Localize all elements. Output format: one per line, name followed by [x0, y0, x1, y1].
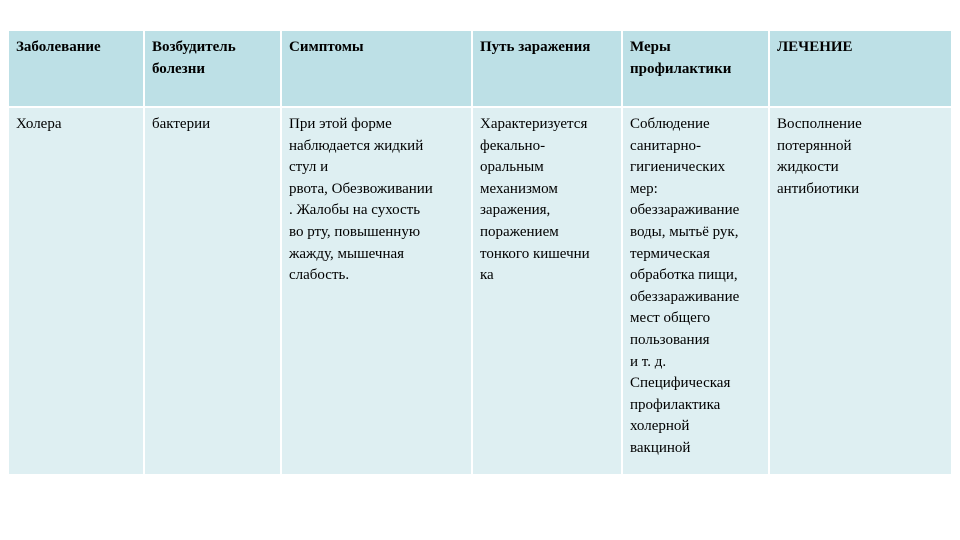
header-treatment: ЛЕЧЕНИЕ: [769, 31, 951, 107]
header-prevention: Меры профилактики: [622, 31, 769, 107]
header-disease: Заболевание: [9, 31, 144, 107]
disease-table: [9, 31, 951, 476]
header-transmission: Путь заражения: [472, 31, 622, 107]
cell-transmission: Характеризуется фекально- оральным механизмом заражения, поражением тонкого кишечни ка: [472, 107, 622, 475]
table-header-row: [9, 31, 951, 107]
header-pathogen: Возбудитель болезни: [144, 31, 281, 107]
cell-disease: Холера: [9, 107, 144, 475]
cell-prevention: Соблюдение санитарно- гигиенических мер: обеззараживание воды, мытьё рук, термическая обработка пищи, обеззараживание мест общего пользования и т. д. Специфическая профилактика холерной вакциной: [622, 107, 769, 475]
cell-treatment: Восполнение потерянной жидкости антибиотики: [769, 107, 951, 475]
cell-pathogen: бактерии: [144, 107, 281, 475]
table-row: [9, 107, 951, 475]
header-symptoms: Симптомы: [281, 31, 472, 107]
cell-symptoms: При этой форме наблюдается жидкий стул и рвота, Обезвоживании . Жалобы на сухость во рту, повышенную жажду, мышечная слабость.: [281, 107, 472, 475]
